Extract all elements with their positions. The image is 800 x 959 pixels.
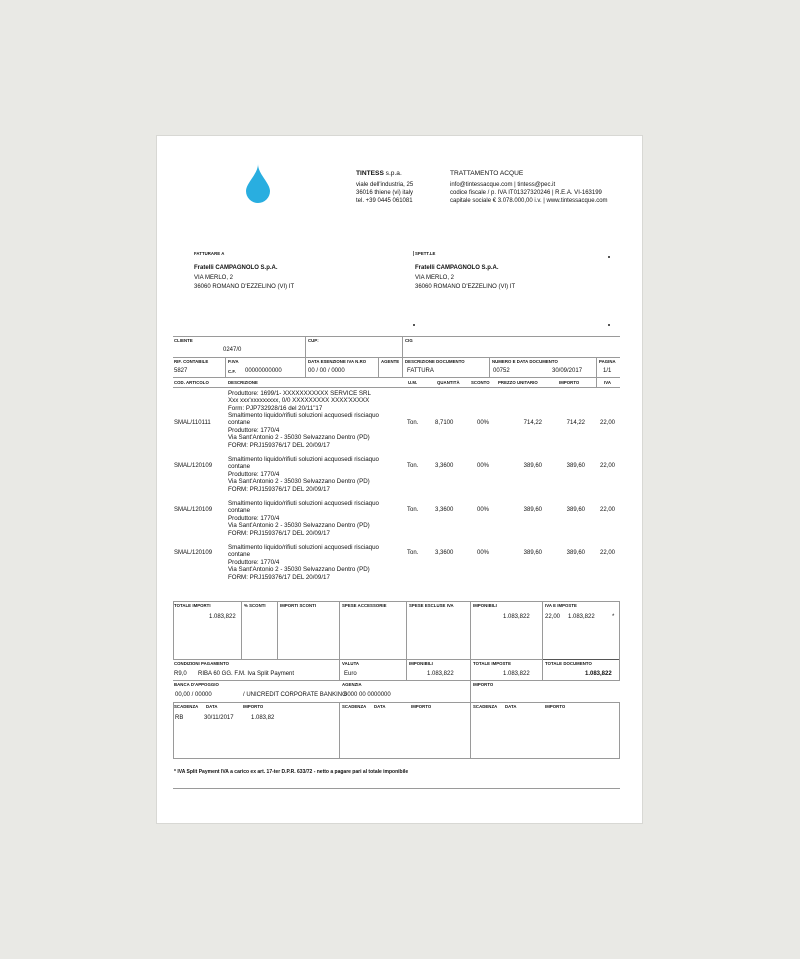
tot-importi-label: TOTALE IMPORTI <box>174 603 211 608</box>
scad-data: 30/11/2017 <box>204 715 234 721</box>
esenzione-label: DATA ESENZIONE IVA N.RO <box>308 359 367 364</box>
billing-street: VIA MERLO, 2 <box>194 275 234 281</box>
item-qty: 3,3600 <box>435 550 454 556</box>
numero-value: 00752 <box>493 368 510 374</box>
col-desc: DESCRIZIONE <box>228 380 258 385</box>
item-sconto: 00% <box>477 550 490 556</box>
item-prezzo: 389,60 <box>523 507 542 513</box>
billing-label: FATTURARE A <box>194 251 225 256</box>
item-sconto: 00% <box>477 507 490 513</box>
data-value: 30/09/2017 <box>552 368 583 374</box>
importi-sconti-label: IMPORTI SCONTI <box>280 603 317 608</box>
divider <box>470 702 471 758</box>
divider <box>470 659 471 680</box>
footnote: * IVA Split Payment IVA a carico ex art. 17-ter D.P.R. 633/72 - netto a pagare pari al totale imponibile <box>174 769 409 775</box>
col-prezzo: PREZZO UNITARIO <box>498 380 538 385</box>
company-address1: viale dell'industria, 25 <box>356 182 414 188</box>
scad-importo-label: IMPORTO <box>243 704 264 709</box>
item-code: SMAL/120109 <box>174 463 213 469</box>
item-um: Ton. <box>407 550 419 556</box>
scadenza-label: SCADENZA <box>473 704 498 709</box>
company-name: TINTESS s.p.a. <box>356 170 402 177</box>
desc-line: Produttore: 1770/4 <box>228 558 280 566</box>
billing-name: Fratelli CAMPAGNOLO S.p.A. <box>194 265 278 271</box>
desc-line: Via Sant'Antonio 2 - 35030 Selvazzano Dentro (PD) <box>228 566 370 574</box>
scadenza-label: SCADENZA <box>342 704 367 709</box>
col-cod: COD. ARTICOLO <box>174 380 209 385</box>
valuta-label: VALUTA <box>342 661 360 666</box>
corner-mark <box>608 256 610 258</box>
valuta-value: Euro <box>344 671 357 677</box>
col-iva: IVA <box>604 380 611 385</box>
pagina-label: PAGINA <box>599 359 616 364</box>
col-um: U.M. <box>408 380 418 385</box>
divider <box>619 702 620 758</box>
asterisk-mark: * <box>612 614 615 620</box>
billing-city: 36060 ROMANO D'EZZELINO (VI) IT <box>194 284 295 290</box>
banca-name: / UNICREDIT CORPORATE BANKING <box>243 692 347 698</box>
col-qty: QUANTITÀ <box>437 380 460 385</box>
scad-importo-label: IMPORTO <box>545 704 566 709</box>
divider <box>339 702 340 758</box>
intro-lines <box>228 390 371 412</box>
shipping-street: VIA MERLO, 2 <box>415 275 455 281</box>
company-contacts: info@tintessacque.com | tintess@pec.it <box>450 182 556 188</box>
divider <box>339 601 340 659</box>
rule <box>542 659 620 660</box>
item-prezzo: 389,60 <box>523 463 542 469</box>
divider <box>542 659 543 680</box>
item-iva: 22,00 <box>600 550 616 556</box>
item-importo: 389,60 <box>566 507 585 513</box>
item-qty: 8,7100 <box>435 420 454 426</box>
scad-importo-label: IMPORTO <box>411 704 432 709</box>
item-prezzo: 389,60 <box>523 550 542 556</box>
divider <box>402 336 403 357</box>
company-phone: tel. +39 0445 061081 <box>356 198 413 204</box>
desc-line: Via Sant'Antonio 2 - 35030 Selvazzano Dentro (PD) <box>228 478 370 486</box>
condizioni-label: CONDIZIONI PAGAMENTO <box>174 661 230 666</box>
rule <box>173 336 620 337</box>
desc-line: Produttore: 1770/4 <box>228 470 280 478</box>
item-um: Ton. <box>407 507 419 513</box>
divider <box>489 357 490 377</box>
banca-code: 00,00 / 00000 <box>175 692 212 698</box>
tot-importi-value: 1.083,822 <box>209 614 236 620</box>
item-code: SMAL/110111 <box>174 420 211 426</box>
rif-value: 5827 <box>174 368 188 374</box>
item-iva: 22,00 <box>600 507 616 513</box>
item-code: SMAL/120109 <box>174 507 213 513</box>
desc-line: Produttore: 1770/4 <box>228 426 280 434</box>
numdata-label: NUMERO E DATA DOCUMENTO <box>492 359 558 364</box>
cig-label: CIG <box>405 338 413 343</box>
rule <box>173 377 620 378</box>
agente-label: AGENTE <box>381 359 400 364</box>
divider <box>596 357 597 387</box>
banca-label: BANCA D'APPOGGIO <box>174 682 219 687</box>
scad-data-label: DATA <box>505 704 517 709</box>
cf-value: 00000000000 <box>245 368 282 374</box>
perc-sconti-label: % SCONTI <box>244 603 266 608</box>
desc-line: FORM: PRJ159376/17 DEL 20/09/17 <box>228 529 330 537</box>
descdoc-value: FATTURA <box>407 368 434 374</box>
piva-label: P.IVA <box>228 359 239 364</box>
rule <box>173 387 620 388</box>
intro-line: Produttore: 1699/1- XXXXXXXXXXX SERVICE SRL <box>228 390 371 397</box>
rule <box>173 702 620 703</box>
col-sconto: SCONTO <box>471 380 490 385</box>
divider <box>173 601 174 659</box>
divider <box>277 601 278 659</box>
shipping-label: SPETT.LE <box>415 251 436 256</box>
desc-line: contane <box>228 419 251 427</box>
company-fiscal: codice fiscale / p. IVA IT01327320246 | R.E.A. VI-163199 <box>450 190 602 196</box>
shipping-city: 36060 ROMANO D'EZZELINO (VI) IT <box>415 284 516 290</box>
importo-label: IMPORTO <box>473 682 494 687</box>
tot-imposte-value: 1.083,822 <box>503 671 530 677</box>
agenzia-value: 0000 00 0000000 <box>344 692 391 698</box>
divider <box>305 336 306 357</box>
desc-line: contane <box>228 463 251 471</box>
divider <box>619 601 620 659</box>
payment-code: R9,0 <box>174 671 187 677</box>
tot-imposte-label: TOTALE IMPOSTE <box>473 661 512 666</box>
item-sconto: 00% <box>477 463 490 469</box>
divider <box>339 659 340 680</box>
desc-line: contane <box>228 551 251 559</box>
imponibili-label: IMPONIBILI <box>473 603 497 608</box>
rule <box>173 788 620 789</box>
desc-line: Via Sant'Antonio 2 - 35030 Selvazzano Dentro (PD) <box>228 434 370 442</box>
scadenza-label: SCADENZA <box>174 704 199 709</box>
desc-line: FORM: PRJ159376/17 DEL 20/09/17 <box>228 573 330 581</box>
desc-line: Smaltimento liquido/rifiuti soluzioni acquosedi risciaquo <box>228 500 379 507</box>
item-sconto: 00% <box>477 420 490 426</box>
divider <box>470 680 471 702</box>
spese-escl-label: SPESE ESCLUSE IVA <box>409 603 454 608</box>
item-importo: 714,22 <box>566 420 585 426</box>
tot-doc-label: TOTALE DOCUMENTO <box>545 661 592 666</box>
shipping-name: Fratelli CAMPAGNOLO S.p.A. <box>415 265 499 271</box>
scad-data-label: DATA <box>374 704 386 709</box>
item-um: Ton. <box>407 463 419 469</box>
company-division: TRATTAMENTO ACQUE <box>450 170 524 177</box>
pay-imponibili-value: 1.083,822 <box>427 671 454 677</box>
cliente-label: CLIENTE <box>174 338 193 343</box>
item-description <box>228 500 379 537</box>
scad-importo: 1.083,82 <box>251 715 275 721</box>
rule <box>173 758 620 759</box>
divider <box>225 357 226 377</box>
iva-imposte-label: IVA E IMPOSTE <box>545 603 577 608</box>
payment-terms: RIBA 60 GG. F.M. Iva Split Payment <box>198 671 295 677</box>
corner-mark <box>413 324 415 326</box>
company-address2: 36016 thiene (vi) italy <box>356 190 414 196</box>
intro-line: Form: PJP732928/16 del 20/11"17 <box>228 404 323 412</box>
scad-tipo: RB <box>175 715 184 721</box>
pay-imponibili-label: IMPONIBILI <box>409 661 433 666</box>
item-description <box>228 544 379 581</box>
item-description <box>228 412 379 449</box>
divider <box>406 601 407 659</box>
iva-value: 1.083,822 <box>568 614 595 620</box>
item-prezzo: 714,22 <box>523 420 542 426</box>
invoice-sheet <box>157 136 642 823</box>
divider <box>470 601 471 659</box>
divider <box>402 357 403 377</box>
cf-label: C.F. <box>228 369 236 374</box>
divider <box>305 357 306 377</box>
corner-mark <box>413 251 414 256</box>
item-qty: 3,3600 <box>435 507 454 513</box>
item-importo: 389,60 <box>566 463 585 469</box>
corner-mark <box>608 324 610 326</box>
desc-line: Smaltimento liquido/rifiuti soluzioni acquosedi risciaquo <box>228 412 379 419</box>
item-importo: 389,60 <box>566 550 585 556</box>
intro-line: Xxx xxx'xxxxxxxxx, 0/0 XXXXXXXXX XXXX'XXXXX <box>228 397 370 405</box>
divider <box>173 702 174 758</box>
rule <box>173 357 620 358</box>
divider <box>542 601 543 659</box>
cliente-value: 0247/0 <box>223 347 242 353</box>
descdoc-label: DESCRIZIONE DOCUMENTO <box>405 359 465 364</box>
esenzione-value: 00 / 00 / 0000 <box>308 368 345 374</box>
item-qty: 3,3600 <box>435 463 454 469</box>
item-description <box>228 456 379 493</box>
desc-line: Smaltimento liquido/rifiuti soluzioni acquosedi risciaquo <box>228 456 379 463</box>
divider <box>619 659 620 680</box>
desc-line: contane <box>228 507 251 515</box>
scad-data-label: DATA <box>206 704 218 709</box>
iva-rate-value: 22,00 <box>545 614 561 620</box>
item-iva: 22,00 <box>600 420 616 426</box>
tot-doc-value: 1.083,822 <box>585 671 612 677</box>
desc-line: Produttore: 1770/4 <box>228 514 280 522</box>
agenzia-label: AGENZIA <box>342 682 362 687</box>
item-code: SMAL/120109 <box>174 550 213 556</box>
cup-label: CUP: <box>308 338 319 343</box>
item-iva: 22,00 <box>600 463 616 469</box>
desc-line: FORM: PRJ159376/17 DEL 20/09/17 <box>228 441 330 449</box>
desc-line: Smaltimento liquido/rifiuti soluzioni acquosedi risciaquo <box>228 544 379 551</box>
divider <box>241 601 242 659</box>
col-importo: IMPORTO <box>559 380 580 385</box>
water-drop-icon <box>245 164 271 204</box>
item-um: Ton. <box>407 420 419 426</box>
company-capital: capitale sociale € 3.078.000,00 i.v. | www.tintessacque.com <box>450 198 608 204</box>
divider <box>378 357 379 377</box>
desc-line: Via Sant'Antonio 2 - 35030 Selvazzano Dentro (PD) <box>228 522 370 530</box>
rif-label: RIF. CONTABILE <box>174 359 209 364</box>
rule <box>173 680 620 681</box>
spese-acc-label: SPESE ACCESSORIE <box>342 603 387 608</box>
pagina-value: 1/1 <box>603 368 612 374</box>
imponibili-value: 1.083,822 <box>503 614 530 620</box>
divider <box>406 659 407 680</box>
desc-line: FORM: PRJ159376/17 DEL 20/09/17 <box>228 485 330 493</box>
